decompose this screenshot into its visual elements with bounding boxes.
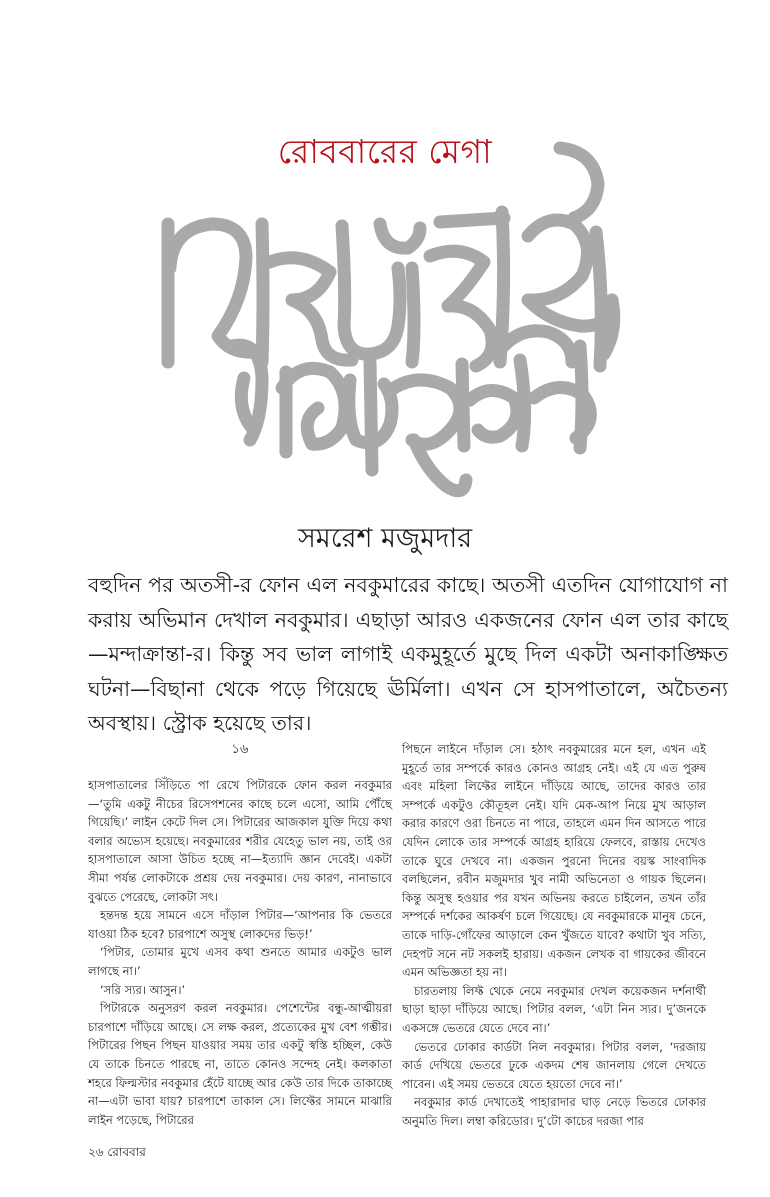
story-intro: বহুদিন পর অতসী-র ফোন এল নবকুমারের কাছে। অতসী এতদিন যোগাযোগ না করায় অভিমান দেখাল নবকুমার। এছাড়া আরও একজনের ফোন এল তার কাছে—মন্দাক্রান্তা-র। কিন্তু সব ভাল লাগাই একমুহূর্তে মুছে দিল একটা অনাকাঙ্ক্ষিত ঘটনা—বিছানা থেকে পড়ে গিয়েছে ঊর্মিলা। এখন সে হাসপাতালে, অচৈতন্য অবস্থায়। স্ট্রোক হয়েছে তার। bbox=[88, 573, 728, 735]
author-name: সমরেশ মজুমদার bbox=[297, 523, 473, 554]
paragraph: পিটারকে অনুসরণ করল নবকুমার। পেশেন্টের বন্ধু-আত্মীয়রা চারপাশে দাঁড়িয়ে আছে। সে লক্ষ করল, প্রত্যেকের মুখ বেশ গম্ভীর। পিটারের পিছন পিছন যাওয়ার সময় তার একটু স্বস্তি হচ্ছিল, কেউ যে তাকে চিনতে পারছে না, তাতে কোনও সন্দেহ নেই। কলকাতা শহরে ফিল্মস্টার নবকুমার হেঁটে যাচ্ছে আর কেউ তার দিকে তাকাচ্ছে না—এটা ভাবা যায়? চারপাশে তাকাল সে। লিফ্টের সামনে মাঝারি লাইন পড়েছে, পিটারের bbox=[88, 1001, 392, 1127]
section-kicker: রোববারের মেগা bbox=[277, 132, 493, 171]
paragraph: হাসপাতালের সিঁড়িতে পা রেখে পিটারকে ফোন করল নবকুমার—‘তুমি একটু নীচের রিসেপশনের কাছে চলে এসো, আমি পৌঁছে গিয়েছি।’ লাইন কেটে দিল সে। পিটারের আজকাল যুক্তি দিয়ে কথা বলার অভ্যেস হয়েছে। নবকুমারের শরীর যেহেতু ভাল নয়, তাই ওর হাসপাতালে আসা উচিত হচ্ছে না—ইত্যাদি জ্ঞান দেবেই। একটা সীমা পর্যন্ত লোকটাকে প্রশ্রয় দেয় নবকুমার। দেয় কারণ, নানাভাবে বুঝতে পেরেছে, লোকটা সৎ। bbox=[88, 778, 392, 904]
title-lettering-line-2 bbox=[232, 331, 590, 491]
paragraph: হন্তদন্ত হয়ে সামনে এসে দাঁড়াল পিটার—‘আপনার কি ভেতরে যাওয়া ঠিক হবে? চারপাশে অসুস্থ লোকদের ভিড়!’ bbox=[88, 908, 392, 941]
left-column bbox=[88, 740, 392, 1129]
episode-number: ১৬ bbox=[231, 742, 249, 757]
paragraph: নবকুমার কার্ড দেখাতেই পাহারাদার ঘাড় নেড়ে ভিতরে ঢোকার অনুমতি দিল। লম্বা করিডোর। দু’টো কাচের দরজা পার bbox=[402, 1095, 706, 1128]
page-folio: ২৬ রোববার bbox=[88, 1145, 146, 1159]
paragraph: ‘সরি স্যর। আসুন।’ bbox=[100, 982, 186, 997]
paragraph: ভেতরে ঢোকার কার্ডটা নিল নবকুমার। পিটার বলল, ‘দরজায় কার্ড দেখিয়ে ভেতরে ঢুকে একদম শেষ জানলায় গেলে দেখতে পাবেন। এই সময় ভেতরে যেতে হয়তো দেবে না।’ bbox=[402, 1039, 706, 1091]
right-column bbox=[402, 740, 706, 1130]
paragraph: ‘পিটার, তোমার মুখে এসব কথা শুনতে আমার একটুও ভাল লাগছে না।’ bbox=[88, 945, 392, 978]
paragraph: পিছনে লাইনে দাঁড়াল সে। হঠাৎ নবকুমারের মনে হল, এখন এই মুহূর্তে তার সম্পর্কে কারও কোনও আগ্রহ নেই। এই যে এত পুরুষ এবং মহিলা লিফ্টের লাইনে দাঁড়িয়ে আছে, তাদের কারও তার সম্পর্কে একটুও কৌতূহল নেই। যদি মেক-আপ নিয়ে মুখ আড়াল করার কারণে ওরা চিনতে না পারে, তাহলে এমন দিন আসতে পারে যেদিন লোকে তার সম্পর্কে আগ্রহ হারিয়ে ফেলবে, রাস্তায় দেখেও তাকে ঘুরে দেখবে না। একজন পুরনো দিনের বয়স্ক সাংবাদিক বলছিলেন, রবীন মজুমদার খুব নামী অভিনেতা ও গায়ক ছিলেন। কিন্তু অসুস্থ হওয়ার পর যখন অভিনয় করতে চাইলেন, তখন তাঁর সম্পর্কে দর্শকের আকর্ষণ চলে গিয়েছে। যে নবকুমারকে মানুষ চেনে, তাকে দাড়ি-গোঁফের আড়ালে কেন খুঁজতে যাবে? কথাটা খুব সত্যি, দেহপট সনে নট সকলই হারায়। একজন লেখক বা গায়কের জীবনে এমন অভিজ্ঞতা হয় না। bbox=[402, 742, 706, 980]
paragraph: চারতলায় লিফ্ট থেকে নেমে নবকুমার দেখল কয়েকজন দর্শনার্থী ছাড়া ছাড়া দাঁড়িয়ে আছে। পিটার বলল, ‘এটা নিন স্যর। দু’জনকে একসঙ্গে ভেতরে যেতে দেবে না।’ bbox=[402, 983, 706, 1035]
title-lettering-line-1 bbox=[168, 148, 614, 366]
